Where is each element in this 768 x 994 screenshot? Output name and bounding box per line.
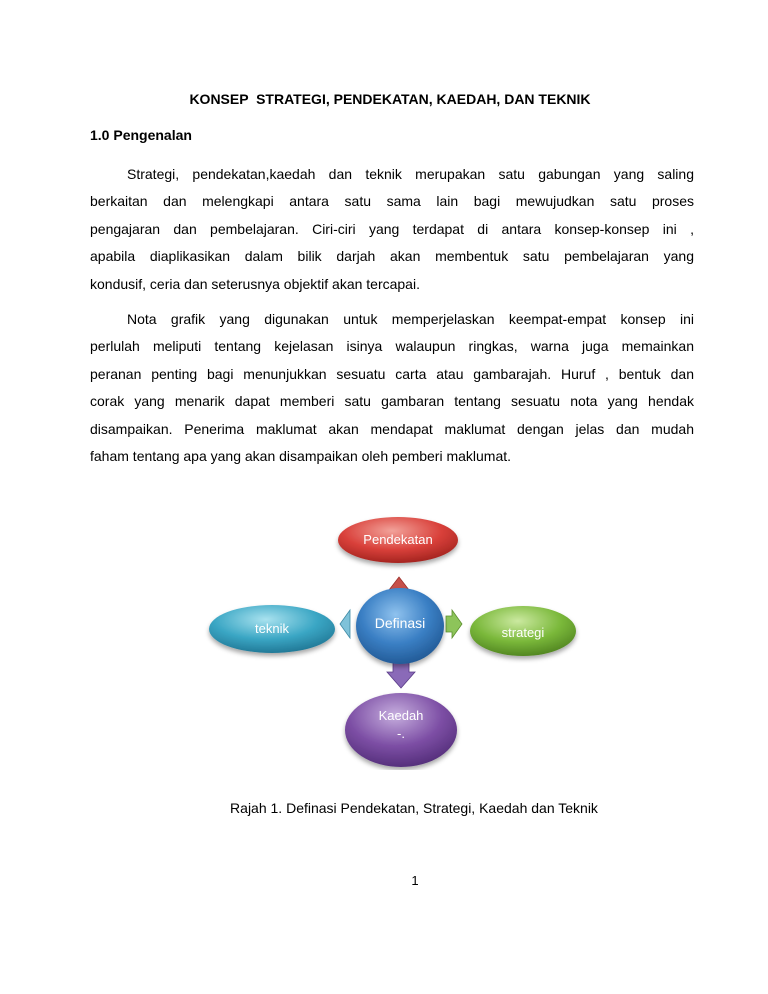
paragraph-line: berkaitan dan melengkapi antara satu sama lain bagi mewujudkan satu proses [90,193,694,210]
node-label-teknik: teknik [255,621,289,636]
paragraph-line: Strategi, pendekatan,kaedah dan teknik merupakan satu gabungan yang saling [127,166,694,182]
paragraph-introduction [90,161,694,298]
paragraph-line: faham tentang apa yang akan disampaikan oleh pemberi maklumat. [90,447,512,464]
paragraph-line: perlulah meliputi tentang kejelasan isinya walaupun ringkas, warna juga memainkan [90,338,694,355]
node-label-strategi: strategi [501,625,545,640]
node-label-pendekatan: Pendekatan [363,532,433,547]
node-sublabel-kaedah: -. [397,726,405,741]
section-heading: 1.0 Pengenalan [90,127,192,143]
paragraph-line: peranan penting bagi menunjukkan sesuatu carta atau gambarajah. Huruf , bentuk dan [90,365,694,382]
paragraph-line: apabila diaplikasikan dalam bilik darjah akan membentuk satu pembelajaran yang [90,248,694,265]
paragraph-graphic-notes [90,306,694,470]
node-label-kaedah: Kaedah [378,708,424,723]
document-title: KONSEP STRATEGI, PENDEKATAN, KAEDAH, DAN TEKNIK [189,91,591,107]
paragraph-line: corak yang menarik dapat memberi satu gambaran tentang sesuatu nota yang hendak [90,393,694,410]
arrow-down-icon [387,662,415,688]
node-label-definasi: Definasi [374,615,426,631]
paragraph-line: Nota grafik yang digunakan untuk memperjelaskan keempat-empat konsep ini [127,311,694,327]
arrow-right-icon [446,610,462,638]
arrow-left-icon [340,610,350,638]
concept-diagram [200,510,600,770]
figure-caption: Rajah 1. Definasi Pendekatan, Strategi, Kaedah dan Teknik [230,800,598,816]
paragraph-line: pengajaran dan pembelajaran. Ciri-ciri yang terdapat di antara konsep-konsep ini , [90,220,694,237]
page-number: 1 [411,873,419,888]
paragraph-line: disampaikan. Penerima maklumat akan mendapat maklumat dengan jelas dan mudah [90,420,694,437]
paragraph-line: kondusif, ceria dan seterusnya objektif akan tercapai. [90,275,420,292]
